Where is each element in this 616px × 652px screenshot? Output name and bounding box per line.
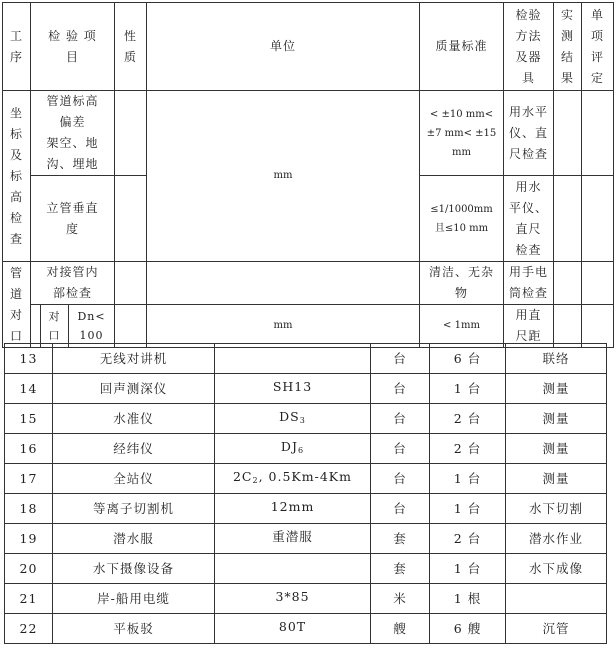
table-row: [5, 434, 607, 464]
group1-row1-item: 管道标高 偏差 架空、地 沟、埋地: [31, 91, 115, 176]
table-row: [5, 404, 607, 434]
row-unit: 台: [371, 374, 430, 404]
table-row: [5, 614, 607, 644]
row-spec: [215, 524, 371, 554]
header-process: 工 序: [3, 3, 31, 91]
group2-row1-result: [554, 262, 582, 305]
group1-row1-method: 用水平 仪、直 尺检查: [504, 91, 554, 176]
row-spec: [215, 404, 371, 434]
group1-row2-item: 立管垂直 度: [31, 176, 115, 262]
group2-row2-result: [554, 305, 582, 348]
row-use: 测量: [506, 434, 607, 464]
group2-row2-unit: mm: [147, 305, 420, 348]
row-no: 19: [5, 524, 53, 554]
row-qty: 1 台: [430, 494, 506, 524]
row-no: 14: [5, 374, 53, 404]
spec-main: DS: [279, 409, 300, 424]
spec-subscript: 2: [252, 476, 259, 485]
row-no: 21: [5, 584, 53, 614]
row-unit: 台: [371, 434, 430, 464]
spec-subscript: 3: [299, 416, 306, 425]
row-use: 联络: [506, 344, 607, 374]
group2-process: 管 道 对 口: [3, 262, 31, 348]
row-qty: 2 台: [430, 404, 506, 434]
row-use: 沉管: [506, 614, 607, 644]
row-unit: 台: [371, 494, 430, 524]
row-name: 潜水服: [53, 524, 215, 554]
group2-row1-nature: [115, 262, 147, 305]
header-result: 实 测 结 果: [554, 3, 582, 91]
row-no: 22: [5, 614, 53, 644]
spec-tail: , 0.5Km-4Km: [258, 469, 352, 484]
spec-main: DJ: [280, 439, 298, 454]
spec-main: 80T: [278, 619, 307, 634]
group2-row2-item-a: 对 口: [41, 305, 69, 348]
group2-row2-standard: < 1mm: [420, 305, 504, 348]
row-spec: [215, 374, 371, 404]
row-name: 水下摄像设备: [53, 554, 215, 584]
header-rating: 单 项 评 定: [582, 3, 614, 91]
table-row: [5, 554, 607, 584]
spec-main: SH13: [272, 379, 313, 394]
row-use: 测量: [506, 374, 607, 404]
group2-row1-rating: [582, 262, 614, 305]
header-method: 检验 方法 及器 具: [504, 3, 554, 91]
group2-row2-method: 用直 尺距: [504, 305, 554, 348]
row-qty: 2 台: [430, 524, 506, 554]
row-spec: [215, 614, 371, 644]
row-qty: 1 台: [430, 464, 506, 494]
row-name: 经纬仪: [53, 434, 215, 464]
row-name: 等离子切割机: [53, 494, 215, 524]
group2-row1-standard: 清洁、无杂 物: [420, 262, 504, 305]
table-row: [5, 344, 607, 374]
row-unit: 米: [371, 584, 430, 614]
row-unit: 艘: [371, 614, 430, 644]
row-no: 15: [5, 404, 53, 434]
group1-row2-result: [554, 176, 582, 262]
row-unit: 台: [371, 404, 430, 434]
group1-row2-method: 用水 平仪、 直尺 检查: [504, 176, 554, 262]
group1-row2-nature: [115, 176, 147, 262]
group1-row2-rating: [582, 176, 614, 262]
row-name: 水准仪: [53, 404, 215, 434]
row-name: 平板驳: [53, 614, 215, 644]
row-spec: [215, 434, 371, 464]
row-use: 水下成像: [506, 554, 607, 584]
table-row: [5, 494, 607, 524]
group1-row1-result: [554, 91, 582, 176]
group1-process: 坐 标 及 标 高 检 查: [3, 91, 31, 262]
row-spec: [215, 584, 371, 614]
table-row: [5, 584, 607, 614]
row-no: 20: [5, 554, 53, 584]
row-spec: [215, 554, 371, 584]
group1-row1-nature: [115, 91, 147, 176]
row-qty: 1 台: [430, 374, 506, 404]
row-use: 测量: [506, 404, 607, 434]
row-unit: 台: [371, 464, 430, 494]
header-unit: 单位: [147, 3, 420, 91]
inspection-table: [2, 2, 614, 348]
spec-subscript: 6: [297, 446, 305, 455]
row-use: 潜水作业: [506, 524, 607, 554]
group1-row2-standard: ≤1/1000mm 且≤10 mm: [420, 176, 504, 262]
equipment-table: [4, 343, 607, 644]
row-name: 回声测深仪: [53, 374, 215, 404]
row-unit: 套: [371, 554, 430, 584]
row-no: 16: [5, 434, 53, 464]
group1-row1-rating: [582, 91, 614, 176]
row-qty: 6 艘: [430, 614, 506, 644]
row-spec: [215, 464, 371, 494]
group1-row1-standard: < ±10 mm< ±7 mm< ±15 mm: [420, 91, 504, 176]
row-qty: 1 台: [430, 554, 506, 584]
header-nature: 性 质: [115, 3, 147, 91]
row-use: 测量: [506, 464, 607, 494]
spec-main: 12mm: [270, 499, 315, 514]
group2-row2-nature: [115, 305, 147, 348]
row-no: 17: [5, 464, 53, 494]
row-name: 全站仪: [53, 464, 215, 494]
row-no: 18: [5, 494, 53, 524]
group2-row1-unit: [147, 262, 420, 305]
group2-row2-item-b: Dn< 100: [69, 305, 115, 348]
spec-main: 2C: [232, 469, 253, 484]
group2-row1-item: 对接管内 部检查: [31, 262, 115, 305]
row-qty: 6 台: [430, 344, 506, 374]
row-name: 无线对讲机: [53, 344, 215, 374]
table-row: [5, 524, 607, 554]
table-row: [5, 464, 607, 494]
group1-unit: mm: [147, 91, 420, 262]
row-spec: [215, 494, 371, 524]
row-spec: [215, 344, 371, 374]
row-use: 水下切割: [506, 494, 607, 524]
group2-row2-rating: [582, 305, 614, 348]
group2-row1-method: 用手电 筒检查: [504, 262, 554, 305]
row-no: 13: [5, 344, 53, 374]
table-row: [5, 374, 607, 404]
spec-main: 重潜服: [272, 529, 313, 544]
row-name: 岸-船用电缆: [53, 584, 215, 614]
group2-row2-spacer: [31, 305, 41, 348]
row-unit: 套: [371, 524, 430, 554]
header-standard: 质量标准: [420, 3, 504, 91]
row-qty: 1 根: [430, 584, 506, 614]
row-use: [506, 584, 607, 614]
spec-main: 3*85: [275, 589, 310, 604]
header-item: 检 验 项 目: [31, 3, 115, 91]
row-qty: 2 台: [430, 434, 506, 464]
row-unit: 台: [371, 344, 430, 374]
